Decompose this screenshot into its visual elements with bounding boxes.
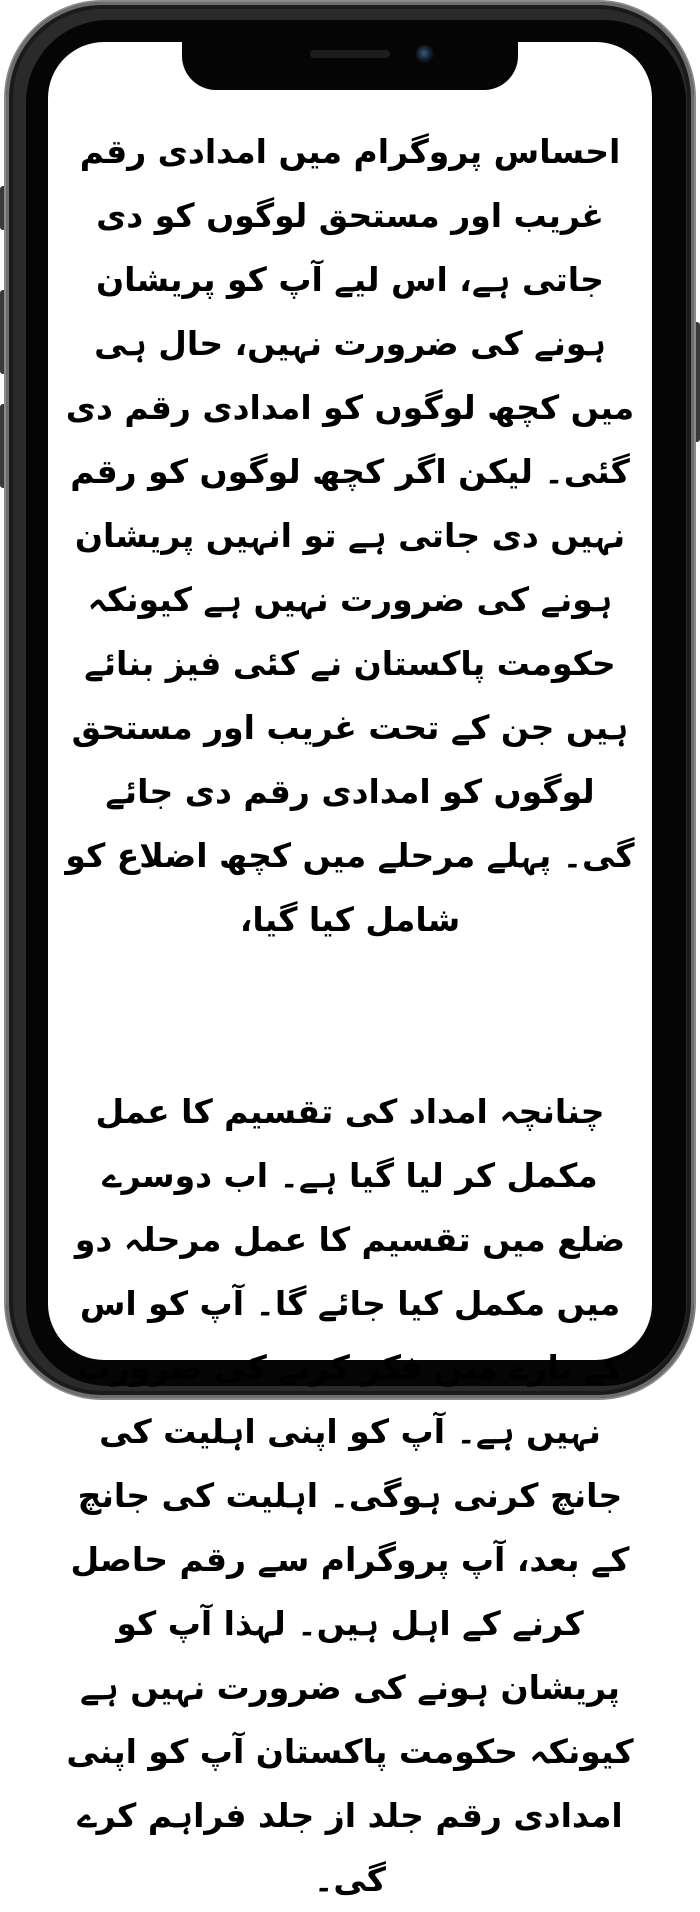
notch bbox=[182, 36, 518, 90]
article-paragraph-2: چنانچہ امداد کی تقسیم کا عمل مکمل کر لیا گیا ہے۔ اب دوسرے ضلع میں تقسیم کا عمل مرحلہ دو میں مکمل کیا جائے گا۔ آپ کو اس کے بارے میں فکر کرنے کی ضرورت نہیں ہے۔ آپ کو اپنی اہلیت کی جانچ کرنی ہوگی۔ اہلیت کی جانچ کے بعد، آپ پروگرام سے رقم حاصل کرنے کے اہل ہیں۔ لہذا آپ کو پریشان ہونے کی ضرورت نہیں ہے کیونکہ حکومت پاکستان آپ کو اپنی امدادی رقم جلد از جلد فراہم کرے گی۔ bbox=[66, 1092, 634, 1899]
earpiece-speaker bbox=[310, 50, 390, 58]
article-paragraph-1: احساس پروگرام میں امدادی رقم غریب اور مستحق لوگوں کو دی جاتی ہے، اس لیے آپ کو پریشان ہونے کی ضرورت نہیں، حال ہی میں کچھ لوگوں کو امدادی رقم دی گئی۔ لیکن اگر کچھ لوگوں کو رقم نہیں دی جاتی ہے تو انہیں پریشان ہونے کی ضرورت نہیں ہے کیونکہ حکومت پاکستان نے کئی فیز بنائے ہیں جن کے تحت غریب اور مستحق لوگوں کو امدادی رقم دی جائے گی۔ پہلے مرحلے میں کچھ اضلاع کو شامل کیا گیا، bbox=[65, 132, 635, 939]
front-camera-icon bbox=[416, 45, 434, 63]
paragraph-spacer bbox=[64, 952, 636, 1080]
power-button bbox=[693, 322, 700, 442]
article-body bbox=[64, 120, 636, 1899]
